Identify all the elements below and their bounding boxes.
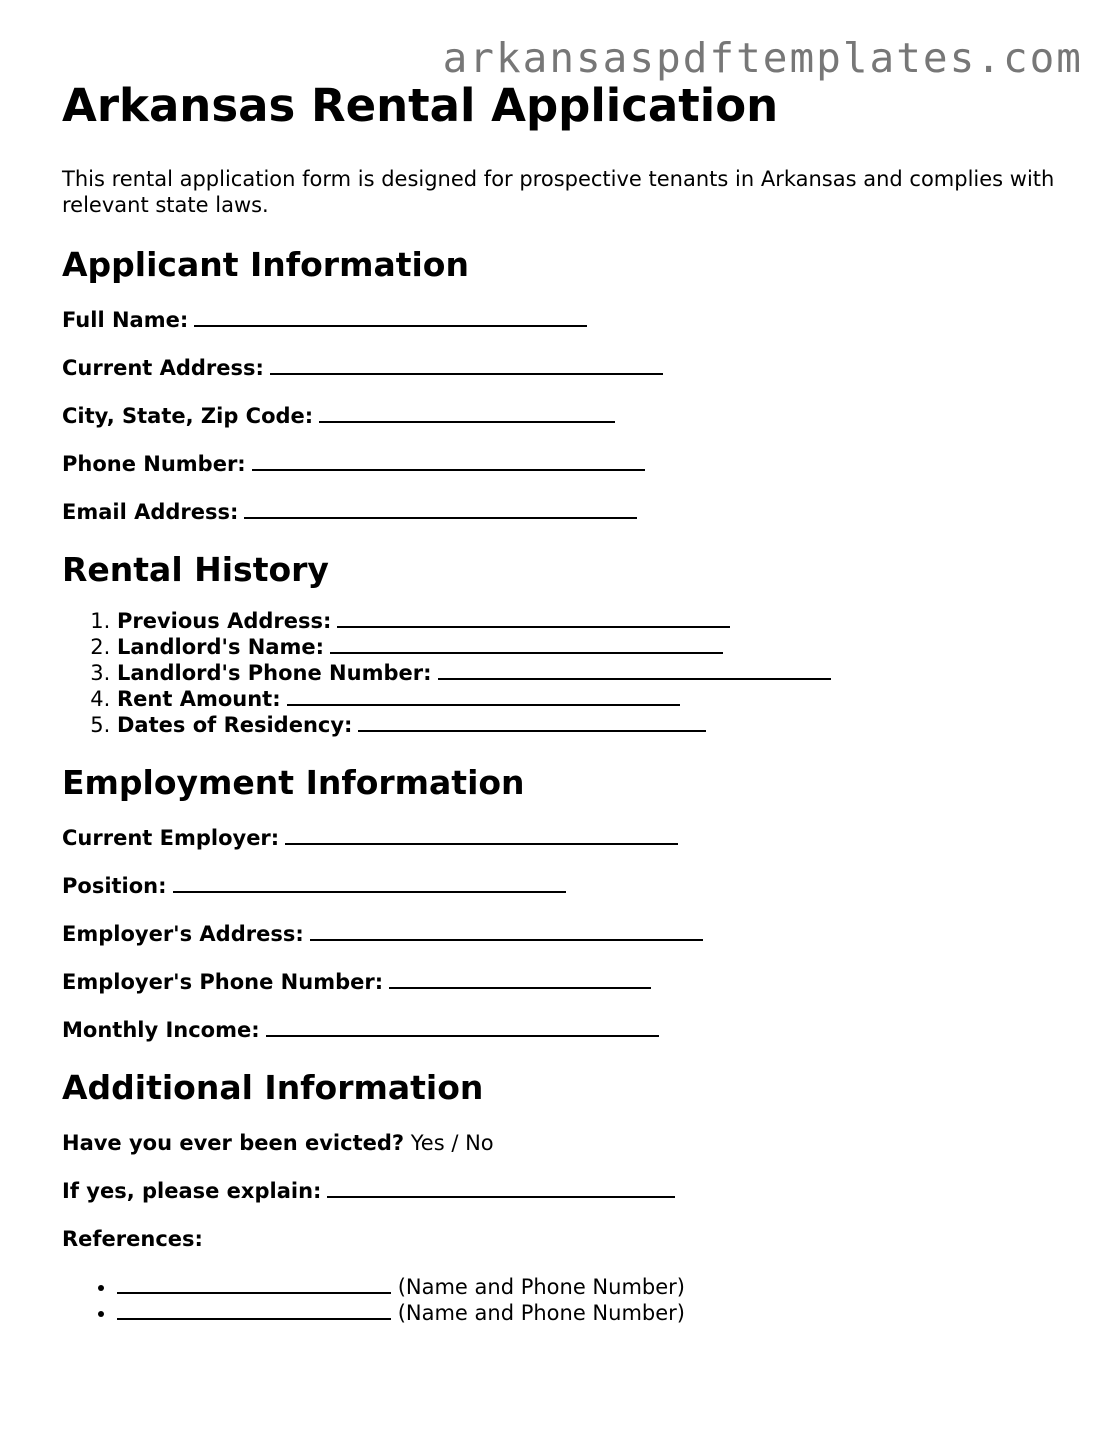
reference-blank[interactable] [117, 1274, 391, 1294]
current-address-field [62, 355, 1062, 381]
employer-address-blank[interactable] [310, 921, 703, 941]
list-item [117, 712, 1062, 738]
references-label: References: [62, 1227, 203, 1251]
reference-hint: (Name and Phone Number) [397, 1301, 685, 1325]
employment-heading: Employment Information [62, 763, 525, 802]
employer-address-field [62, 921, 1062, 947]
reference-blank[interactable] [117, 1300, 391, 1320]
employer-phone-field [62, 969, 1062, 995]
current-employer-blank[interactable] [285, 825, 678, 845]
list-item [117, 634, 1062, 660]
employment-fields [62, 825, 1062, 1043]
landlord-phone-blank[interactable] [438, 660, 831, 680]
field-label: Employer's Phone Number: [62, 970, 384, 994]
city-state-zip-field [62, 403, 1062, 429]
list-item [117, 1300, 1062, 1326]
field-label: Full Name: [62, 308, 189, 332]
evicted-options[interactable]: Yes / No [410, 1131, 494, 1155]
position-field [62, 873, 1062, 899]
monthly-income-blank[interactable] [266, 1017, 659, 1037]
rental-history-heading: Rental History [62, 550, 329, 589]
rent-amount-blank[interactable] [287, 686, 680, 706]
explain-field [62, 1178, 1062, 1204]
watermark: arkansaspdftemplates.com [442, 34, 1083, 82]
reference-hint: (Name and Phone Number) [397, 1275, 685, 1299]
references-list [62, 1274, 1062, 1326]
field-label: If yes, please explain: [62, 1179, 322, 1203]
item-label: Previous Address: [117, 609, 332, 633]
list-item [117, 608, 1062, 634]
list-item [117, 686, 1062, 712]
position-blank[interactable] [173, 873, 566, 893]
page-title: Arkansas Rental Application [62, 79, 779, 132]
applicant-heading: Applicant Information [62, 245, 469, 284]
list-item [117, 1274, 1062, 1300]
field-label: Monthly Income: [62, 1018, 260, 1042]
item-label: Dates of Residency: [117, 713, 353, 737]
list-item [117, 660, 1062, 686]
full-name-blank[interactable] [194, 307, 587, 327]
document-page [62, 78, 1062, 1326]
previous-address-blank[interactable] [337, 608, 730, 628]
field-label: Employer's Address: [62, 922, 304, 946]
field-label: Current Address: [62, 356, 264, 380]
field-label: Current Employer: [62, 826, 280, 850]
item-label: Landlord's Name: [117, 635, 325, 659]
monthly-income-field [62, 1017, 1062, 1043]
rental-history-list [62, 608, 1062, 738]
email-address-blank[interactable] [244, 499, 637, 519]
dates-of-residency-blank[interactable] [358, 712, 706, 732]
item-label: Landlord's Phone Number: [117, 661, 432, 685]
email-address-field [62, 499, 1062, 525]
evicted-label: Have you ever been evicted? [62, 1131, 405, 1155]
current-employer-field [62, 825, 1062, 851]
city-state-zip-blank[interactable] [319, 403, 615, 423]
additional-fields [62, 1130, 1062, 1252]
full-name-field [62, 307, 1062, 333]
applicant-fields [62, 307, 1062, 525]
field-label: Phone Number: [62, 452, 246, 476]
field-label: Position: [62, 874, 167, 898]
item-label: Rent Amount: [117, 687, 281, 711]
explain-blank[interactable] [327, 1178, 675, 1198]
references-heading [62, 1226, 1062, 1252]
landlord-name-blank[interactable] [330, 634, 723, 654]
field-label: Email Address: [62, 500, 239, 524]
phone-number-field [62, 451, 1062, 477]
additional-heading: Additional Information [62, 1068, 484, 1107]
intro-text: This rental application form is designed for prospective tenants in Arkansas and complies with relevant state laws. [62, 167, 1055, 217]
employer-phone-blank[interactable] [389, 969, 651, 989]
current-address-blank[interactable] [270, 355, 663, 375]
phone-number-blank[interactable] [252, 451, 645, 471]
evicted-question [62, 1130, 1062, 1156]
field-label: City, State, Zip Code: [62, 404, 314, 428]
